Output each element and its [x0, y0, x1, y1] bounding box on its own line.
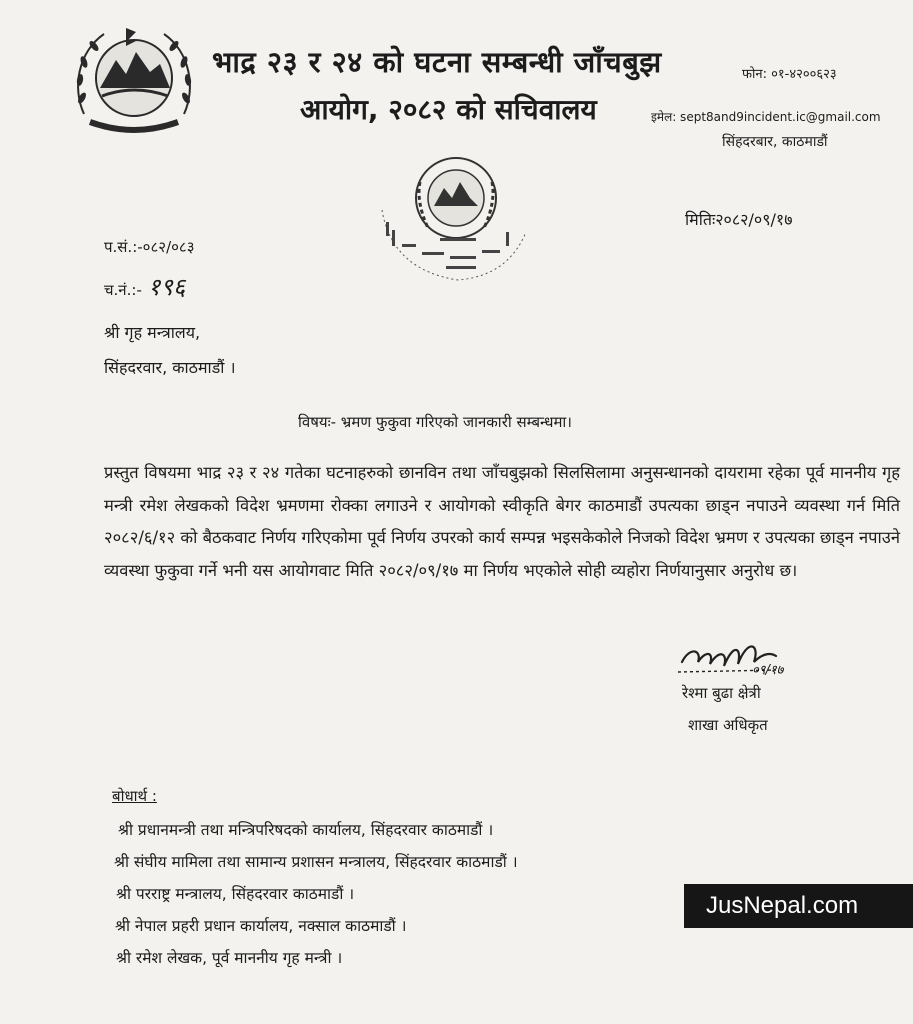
signatory-name: रेश्मा बुढा क्षेत्री — [682, 684, 761, 702]
cc-item: श्री संघीय मामिला तथा सामान्य प्रशासन मन्त्रालय, सिंहदरवार काठमाडौं । — [114, 853, 518, 871]
site-watermark: JusNepal.com — [684, 884, 913, 928]
email-address: इमेल: sept8and9incident.ic@gmail.com — [651, 110, 881, 124]
cc-item: श्री परराष्ट्र मन्त्रालय, सिंहदरवार काठमाडौं । — [116, 885, 355, 903]
cc-heading: बोधार्थ : — [112, 787, 157, 805]
nepal-emblem-icon — [70, 18, 198, 138]
letter-body: प्रस्तुत विषयमा भाद्र २३ र २४ गतेका घटनाहरुको छानविन तथा जाँचबुझको सिलसिलामा अनुसन्धानको दायरामा रहेका पूर्व माननीय गृह मन्त्री रमेश लेखकको विदेश भ्रमणमा रोक्का लगाउने र आयोगको स्वीकृति बेगर काठमाडौं उपत्यका छाड्न नपाउने व्यवस्था गर्न मिति २०८२/६/१२ को बैठकवाट निर्णय गरिएकोमा पूर्व निर्णय उपरको कार्य सम्पन्न भइसकेकोले निजको विदेश भ्रमण र उपत्यका छाड्न नपाउने व्यवस्था फुकुवा गर्ने भनी यस आयोगवाट मिति २०८२/०९/१७ मा निर्णय भएकोले सोही व्यहोरा निर्णयानुसार अनुरोध छ। — [104, 463, 900, 580]
addressee-line2: सिंहदरवार, काठमाडौं । — [104, 358, 236, 377]
office-address: सिंहदरबार, काठमाडौं — [722, 134, 828, 150]
letter-subject: विषयः- भ्रमण फुकुवा गरिएको जानकारी सम्बन्धमा। — [298, 413, 572, 431]
cc-item: श्री रमेश लेखक, पूर्व माननीय गृह मन्त्री । — [116, 949, 343, 967]
letter-date: मितिः२०८२/०९/१७ — [685, 210, 793, 229]
patra-sankhya: प.सं.:-०८२/०८३ — [104, 238, 195, 256]
cc-list — [114, 814, 518, 974]
addressee-line1: श्री गृह मन्त्रालय, — [104, 323, 201, 342]
chalani-number: १९६ — [147, 273, 186, 301]
cc-item: श्री नेपाल प्रहरी प्रधान कार्यालय, नक्साल काठमाडौं । — [115, 917, 407, 935]
signatory-title: शाखा अधिकृत — [688, 716, 768, 734]
letterhead-title-line1: भाद्र २३ र २४ को घटना सम्बन्धी जाँचबुझ — [212, 45, 662, 79]
letterhead-title-line2: आयोग, २०८२ को सचिवालय — [300, 93, 597, 126]
chalani-label: च.नं.:- — [104, 281, 142, 299]
cc-item: श्री प्रधानमन्त्री तथा मन्त्रिपरिषदको कार्यालय, सिंहदरवार काठमाडौं । — [118, 821, 494, 839]
office-seal-stamp-icon — [368, 140, 533, 290]
phone-number: फोन: ०१-४२००६२३ — [742, 67, 837, 82]
chalani-number-row — [104, 270, 185, 303]
signature-date: ०९/१७ — [752, 663, 784, 678]
